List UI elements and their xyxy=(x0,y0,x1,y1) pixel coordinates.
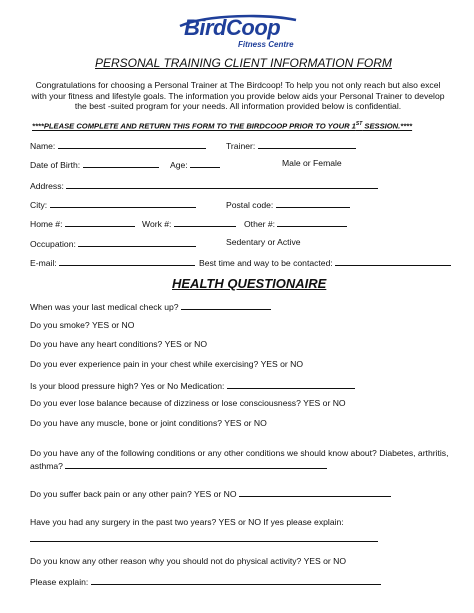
occupation-line[interactable] xyxy=(78,237,196,247)
postal-field[interactable] xyxy=(226,198,350,210)
q-blood-pressure-text: Is your blood pressure high? Yes or No Medication: xyxy=(30,381,225,391)
other-phone-line[interactable] xyxy=(277,217,347,227)
age-label: Age: xyxy=(170,160,188,170)
q-back-pain[interactable] xyxy=(30,487,391,499)
q-back-pain-text: Do you suffer back pain or any other pain? YES or NO xyxy=(30,489,237,499)
city-line[interactable] xyxy=(50,198,196,208)
q-heart[interactable]: Do you have any heart conditions? YES or NO xyxy=(30,339,208,349)
q-explain[interactable] xyxy=(30,575,381,587)
home-phone-label: Home #: xyxy=(30,219,63,229)
q-smoke[interactable]: Do you smoke? YES or NO xyxy=(30,320,135,330)
q-blood-pressure[interactable] xyxy=(30,379,355,391)
q-other-conditions-line[interactable] xyxy=(65,459,327,469)
work-phone-line[interactable] xyxy=(174,217,236,227)
form-title: PERSONAL TRAINING CLIENT INFORMATION FORM xyxy=(95,56,392,70)
q-dizziness[interactable]: Do you ever lose balance because of dizziness or lose consciousness? YES or NO xyxy=(30,398,346,408)
q-other-conditions-answer[interactable] xyxy=(30,459,327,471)
sex-choice[interactable]: Male or Female xyxy=(282,158,342,168)
city-field[interactable] xyxy=(30,198,196,210)
email-field[interactable] xyxy=(30,256,195,268)
activity-choice[interactable]: Sedentary or Active xyxy=(226,237,301,247)
dob-line[interactable] xyxy=(83,158,159,168)
q-explain-line[interactable] xyxy=(91,575,381,585)
q-surgery-line[interactable] xyxy=(30,541,378,542)
q-back-pain-line[interactable] xyxy=(239,487,391,497)
address-field[interactable] xyxy=(30,179,378,191)
home-phone-field[interactable] xyxy=(30,217,135,229)
q-surgery[interactable]: Have you had any surgery in the past two years? YES or NO If yes please explain: xyxy=(30,517,344,527)
other-phone-field[interactable] xyxy=(244,217,347,229)
trainer-line[interactable] xyxy=(258,139,356,149)
name-field[interactable] xyxy=(30,139,206,151)
age-field[interactable] xyxy=(170,158,220,170)
notice-main: ****PLEASE COMPLETE AND RETURN THIS FORM TO THE BIRDCOOP PRIOR TO YOUR 1 xyxy=(32,121,356,131)
q-chest-pain[interactable]: Do you ever experience pain in your chest while exercising? YES or NO xyxy=(30,359,304,369)
occupation-label: Occupation: xyxy=(30,239,76,249)
name-label: Name: xyxy=(30,141,56,151)
home-phone-line[interactable] xyxy=(65,217,135,227)
q-last-checkup-text: When was your last medical check up? xyxy=(30,302,179,312)
intro-paragraph: Congratulations for choosing a Personal Trainer at The Birdcoop! To help you not only reach but also excel with your fitness and lifestyle goals. The information you provide below aids your Personal Trainer to develop the best -suited program for your needs. All information provided below is confidential. xyxy=(31,80,445,112)
address-label: Address: xyxy=(30,181,64,191)
work-phone-label: Work #: xyxy=(142,219,172,229)
best-time-line[interactable] xyxy=(335,256,451,266)
address-line[interactable] xyxy=(66,179,378,189)
city-label: City: xyxy=(30,200,48,210)
notice-sup: ST xyxy=(355,121,363,127)
occupation-field[interactable] xyxy=(30,237,196,249)
logo xyxy=(178,12,298,49)
notice-end: SESSION.**** xyxy=(362,121,413,131)
q-explain-text: Please explain: xyxy=(30,577,89,587)
q-muscle-joint[interactable]: Do you have any muscle, bone or joint conditions? YES or NO xyxy=(30,418,267,428)
health-title: HEALTH QUESTIONAIRE xyxy=(172,276,327,291)
logo-tagline: Fitness Centre xyxy=(238,40,294,49)
other-phone-label: Other #: xyxy=(244,219,276,229)
q-last-checkup[interactable] xyxy=(30,300,271,312)
logo-wordmark: BirdCoop xyxy=(184,15,281,40)
email-line[interactable] xyxy=(59,256,195,266)
postal-label: Postal code: xyxy=(226,200,274,210)
email-label: E-mail: xyxy=(30,258,57,268)
dob-label: Date of Birth: xyxy=(30,160,81,170)
best-time-field[interactable] xyxy=(199,256,451,268)
best-time-label: Best time and way to be contacted: xyxy=(199,258,333,268)
q-medication-line[interactable] xyxy=(227,379,355,389)
trainer-field[interactable] xyxy=(226,139,356,151)
trainer-label: Trainer: xyxy=(226,141,256,151)
postal-line[interactable] xyxy=(276,198,350,208)
age-line[interactable] xyxy=(190,158,220,168)
dob-field[interactable] xyxy=(30,158,159,170)
q-other-conditions-text: asthma? xyxy=(30,461,63,471)
name-line[interactable] xyxy=(58,139,206,149)
q-last-checkup-line[interactable] xyxy=(181,300,271,310)
q-other-reason[interactable]: Do you know any other reason why you should not do physical activity? YES or NO xyxy=(30,556,347,566)
q-other-conditions: Do you have any of the following conditions or any other conditions we should know about? Diabetes, arthritis, xyxy=(30,448,449,458)
return-notice xyxy=(32,121,412,131)
work-phone-field[interactable] xyxy=(142,217,236,229)
